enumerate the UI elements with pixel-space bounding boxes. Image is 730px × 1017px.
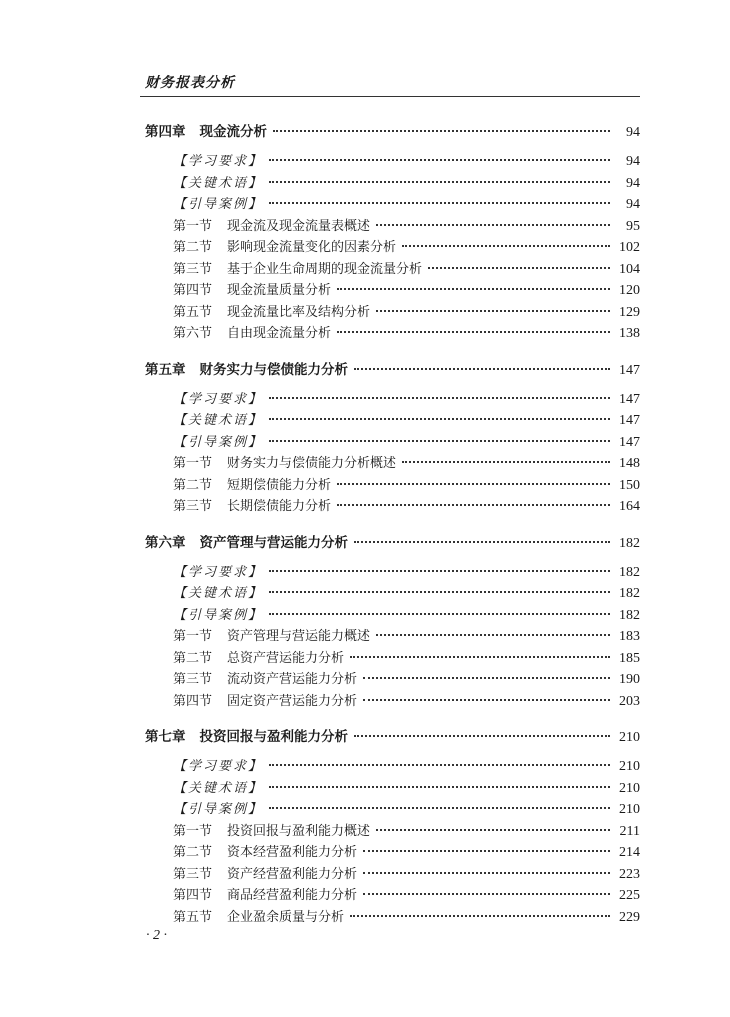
chapter-page: 210 [619, 730, 640, 745]
toc-entry[interactable] [145, 388, 640, 410]
toc-entry[interactable] [145, 777, 640, 799]
toc-entry[interactable] [145, 215, 640, 237]
toc-entry[interactable] [145, 561, 640, 583]
entry-page: 104 [619, 261, 640, 277]
toc-entry[interactable] [145, 625, 640, 647]
entry-page: 229 [619, 909, 640, 925]
toc-entry[interactable] [145, 431, 640, 453]
dot-leader [337, 288, 610, 290]
running-header: 财务报表分析 [145, 75, 235, 91]
dot-leader [269, 181, 610, 183]
page-number: · 2 · [146, 928, 167, 943]
entry-page: 183 [619, 629, 640, 644]
entry-label: 【引导案例】 [173, 434, 264, 450]
toc-entry[interactable] [145, 582, 640, 604]
entry-page: 210 [619, 759, 640, 774]
dot-leader [269, 440, 610, 442]
toc-entry[interactable] [145, 193, 640, 215]
section-title: 自由现金流量分析 [227, 326, 332, 341]
dot-leader [354, 541, 610, 543]
section-number: 第一节 [173, 456, 213, 471]
entry-page: 94 [626, 154, 640, 169]
entry-page: 210 [619, 802, 640, 817]
entry-page: 185 [619, 650, 640, 666]
section-title: 现金流及现金流量表概述 [227, 218, 371, 234]
section-number: 第二节 [173, 477, 213, 493]
dot-leader [269, 786, 610, 788]
entry-page: 223 [619, 866, 640, 882]
chapter-title: 现金流分析 [199, 124, 267, 140]
chapter-block [145, 725, 640, 927]
chapter-title: 财务实力与偿债能力分析 [199, 361, 348, 378]
section-number: 第三节 [173, 672, 213, 687]
section-title: 影响现金流量变化的因素分析 [227, 240, 397, 255]
dot-leader [273, 130, 610, 132]
entry-page: 214 [619, 845, 640, 860]
toc-entry[interactable] [145, 820, 640, 842]
toc-entry[interactable] [145, 409, 640, 431]
toc-entry[interactable] [145, 150, 640, 172]
chapter-page: 94 [626, 125, 640, 140]
dot-leader [269, 570, 610, 572]
toc-entry[interactable] [145, 690, 640, 712]
chapter-number: 第五章 [145, 361, 186, 378]
section-number: 第四节 [173, 693, 213, 709]
dot-leader [376, 310, 610, 312]
dot-leader [363, 850, 610, 852]
toc-entry[interactable] [145, 668, 640, 690]
chapter-heading[interactable] [145, 358, 640, 382]
toc-entry[interactable] [145, 647, 640, 669]
entry-label: 【引导案例】 [173, 197, 264, 212]
dot-leader [428, 267, 610, 269]
toc-entry[interactable] [145, 604, 640, 626]
header-rule [140, 96, 640, 97]
section-title: 资产经营盈利能力分析 [227, 866, 358, 882]
entry-page: 148 [619, 456, 640, 471]
section-title: 企业盈余质量与分析 [227, 909, 345, 925]
entry-label: 【关键术语】 [173, 780, 264, 796]
chapter-title: 资产管理与营运能力分析 [199, 534, 348, 551]
section-title: 流动资产营运能力分析 [227, 672, 358, 687]
entry-label: 【学习要求】 [173, 154, 264, 169]
section-number: 第一节 [173, 218, 213, 234]
section-title: 现金流量质量分析 [227, 283, 332, 298]
entry-page: 120 [619, 283, 640, 298]
toc-entry[interactable] [145, 906, 640, 928]
dot-leader [350, 915, 610, 917]
dot-leader [269, 397, 610, 399]
section-number: 第一节 [173, 823, 213, 839]
entry-page: 150 [619, 477, 640, 493]
toc-entry[interactable] [145, 863, 640, 885]
entry-page: 147 [619, 391, 640, 407]
dot-leader [363, 699, 610, 701]
entry-label: 【关键术语】 [173, 586, 264, 601]
section-title: 现金流量比率及结构分析 [227, 304, 371, 320]
chapter-block [145, 358, 640, 517]
entry-page: 147 [619, 413, 640, 428]
entry-page: 211 [619, 823, 640, 839]
dot-leader [350, 656, 610, 658]
section-number: 第三节 [173, 866, 213, 882]
section-title: 资本经营盈利能力分析 [227, 845, 358, 860]
chapter-number: 第四章 [145, 124, 186, 140]
section-title: 财务实力与偿债能力分析概述 [227, 456, 397, 471]
entry-page: 94 [626, 175, 640, 191]
section-number: 第四节 [173, 283, 213, 298]
section-title: 长期偿债能力分析 [227, 499, 332, 514]
entry-page: 164 [619, 499, 640, 514]
dot-leader [354, 368, 610, 370]
chapter-heading[interactable] [145, 725, 640, 749]
chapter-title: 投资回报与盈利能力分析 [199, 729, 348, 745]
section-number: 第三节 [173, 261, 213, 277]
dot-leader [376, 634, 610, 636]
dot-leader [354, 735, 610, 737]
section-title: 投资回报与盈利能力概述 [227, 823, 371, 839]
dot-leader [337, 483, 610, 485]
dot-leader [402, 245, 610, 247]
toc-entry[interactable] [145, 495, 640, 517]
toc-entry[interactable] [145, 258, 640, 280]
toc-entry[interactable] [145, 798, 640, 820]
section-number: 第二节 [173, 845, 213, 860]
toc-entry[interactable] [145, 322, 640, 344]
dot-leader [363, 872, 610, 874]
dot-leader [269, 202, 610, 204]
toc-entry[interactable] [145, 301, 640, 323]
entry-page: 95 [626, 218, 640, 234]
chapter-page: 182 [619, 535, 640, 551]
toc-entry[interactable] [145, 172, 640, 194]
dot-leader [376, 829, 610, 831]
section-title: 商品经营盈利能力分析 [227, 888, 358, 903]
entry-page: 94 [626, 197, 640, 212]
chapter-block [145, 120, 640, 344]
section-number: 第二节 [173, 650, 213, 666]
entry-label: 【引导案例】 [173, 607, 264, 623]
entry-page: 210 [619, 780, 640, 796]
dot-leader [269, 764, 610, 766]
toc-entry[interactable] [145, 841, 640, 863]
dot-leader [402, 461, 610, 463]
entry-page: 182 [619, 564, 640, 580]
chapter-number: 第六章 [145, 534, 186, 551]
table-of-contents [145, 120, 640, 941]
entry-page: 138 [619, 326, 640, 341]
toc-entry[interactable] [145, 755, 640, 777]
section-number: 第五节 [173, 909, 213, 925]
entry-label: 【关键术语】 [173, 175, 264, 191]
section-number: 第三节 [173, 499, 213, 514]
entry-page: 190 [619, 672, 640, 687]
chapter-number: 第七章 [145, 729, 186, 745]
dot-leader [269, 418, 610, 420]
dot-leader [363, 677, 610, 679]
entry-page: 129 [619, 304, 640, 320]
chapter-page: 147 [619, 362, 640, 378]
dot-leader [337, 331, 610, 333]
entry-page: 147 [619, 434, 640, 450]
entry-label: 【关键术语】 [173, 413, 264, 428]
toc-entry[interactable] [145, 452, 640, 474]
toc-entry[interactable] [145, 884, 640, 906]
toc-entry[interactable] [145, 236, 640, 258]
dot-leader [269, 807, 610, 809]
dot-leader [269, 591, 610, 593]
entry-label: 【学习要求】 [173, 759, 264, 774]
section-title: 短期偿债能力分析 [227, 477, 332, 493]
section-number: 第五节 [173, 304, 213, 320]
dot-leader [337, 504, 610, 506]
section-number: 第二节 [173, 240, 213, 255]
section-number: 第一节 [173, 629, 213, 644]
section-title: 总资产营运能力分析 [227, 650, 345, 666]
section-title: 资产管理与营运能力概述 [227, 629, 371, 644]
dot-leader [269, 159, 610, 161]
entry-page: 182 [619, 607, 640, 623]
entry-page: 225 [619, 888, 640, 903]
dot-leader [376, 224, 610, 226]
section-number: 第六节 [173, 326, 213, 341]
entry-label: 【引导案例】 [173, 802, 264, 817]
entry-label: 【学习要求】 [173, 564, 264, 580]
chapter-heading[interactable] [145, 120, 640, 144]
chapter-block [145, 531, 640, 712]
entry-page: 182 [619, 586, 640, 601]
entry-label: 【学习要求】 [173, 391, 264, 407]
dot-leader [269, 613, 610, 615]
toc-entry[interactable] [145, 279, 640, 301]
entry-page: 102 [619, 240, 640, 255]
section-number: 第四节 [173, 888, 213, 903]
entry-page: 203 [619, 693, 640, 709]
chapter-heading[interactable] [145, 531, 640, 555]
section-title: 固定资产营运能力分析 [227, 693, 358, 709]
toc-entry[interactable] [145, 474, 640, 496]
dot-leader [363, 893, 610, 895]
section-title: 基于企业生命周期的现金流量分析 [227, 261, 423, 277]
